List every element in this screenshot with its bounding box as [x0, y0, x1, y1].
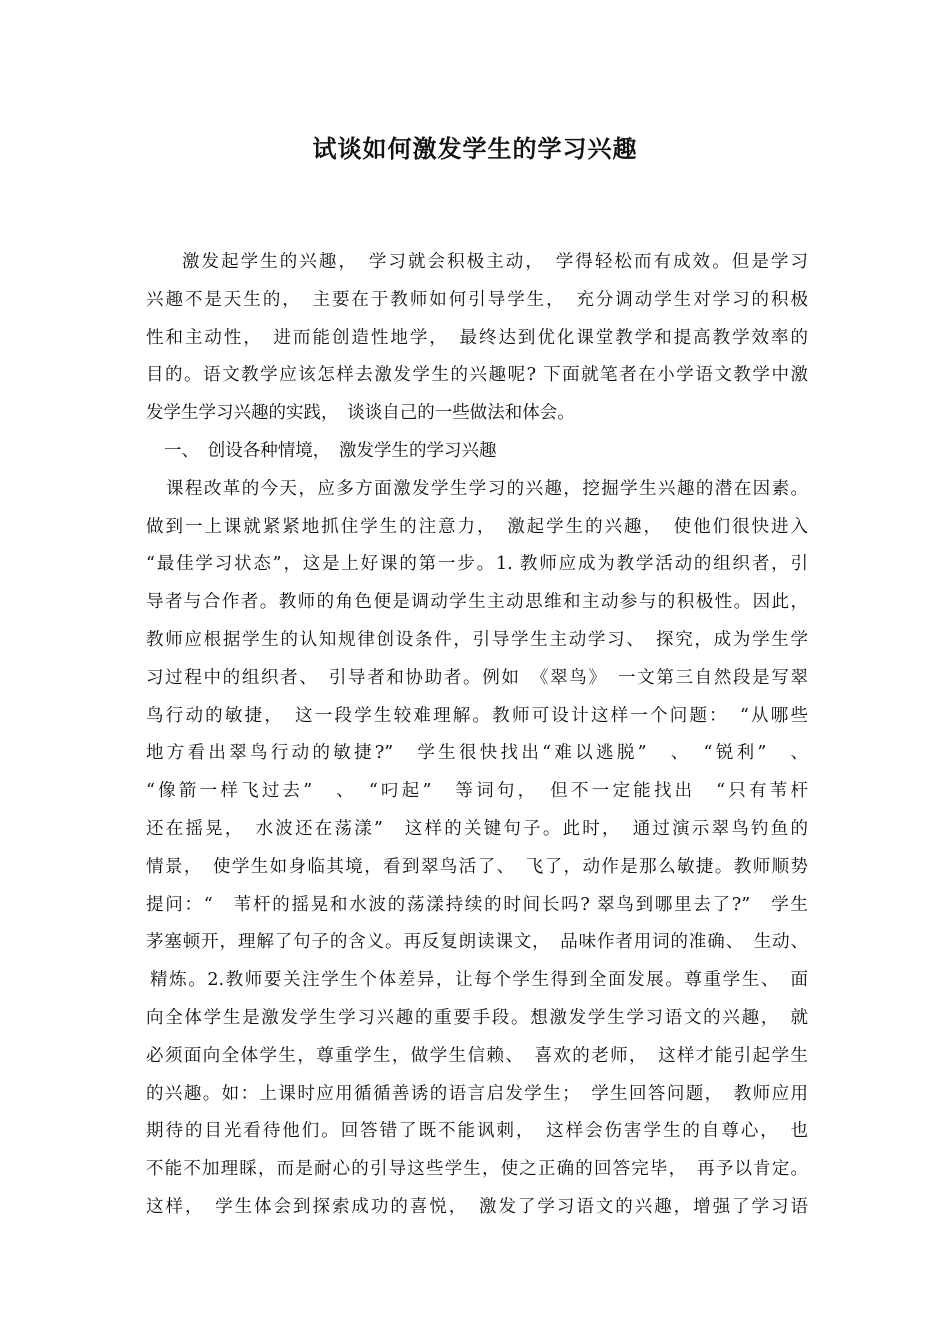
- paragraph-line: 期待的目光看待他们。回答错了既不能讽刺， 这样会伤害学生的自尊心， 也: [146, 1121, 808, 1142]
- paragraph-line: 不能不加理睬，而是耐心的引导这些学生，使之正确的回答完毕， 再予以肯定。: [146, 1159, 808, 1180]
- document-body: [146, 244, 808, 1227]
- paragraph-line: 性和主动性， 进而能创造性地学， 最终达到优化课堂教学和提高教学效率的: [146, 327, 808, 348]
- paragraph-line: 激发起学生的兴趣， 学习就会积极主动， 学得轻松而有成效。但是学习: [182, 252, 808, 272]
- paragraph-line: 茅塞顿开，理解了句子的含义。再反复朗读课文， 品味作者用词的准确、 生动、: [146, 932, 808, 953]
- paragraph-line: “像箭一样飞过去” 、 “叼起” 等词句， 但不一定能找出 “只有苇杆: [146, 781, 808, 802]
- paragraph-line: 发学生学习兴趣的实践， 谈谈自己的一些做法和体会。: [146, 403, 575, 424]
- paragraph-line: 地方看出翠鸟行动的敏捷?” 学生很快找出“难以逃脱” 、 “锐利” 、: [146, 743, 808, 764]
- paragraph-line: 习过程中的组织者、 引导者和协助者。例如 《翠鸟》 一文第三自然段是写翠: [146, 667, 808, 688]
- section-heading: 一、 创设各种情境， 激发学生的学习兴趣: [164, 440, 497, 461]
- paragraph-line: 必须面向全体学生，尊重学生，做学生信赖、 喜欢的老师， 这样才能引起学生: [146, 1045, 808, 1066]
- paragraph-line: 教师应根据学生的认知规律创设条件，引导学生主动学习、 探究，成为学生学: [146, 629, 808, 650]
- paragraph-line: 的兴趣。如：上课时应用循循善诱的语言启发学生； 学生回答问题， 教师应用: [146, 1083, 808, 1104]
- paragraph-line: 目的。语文教学应该怎样去激发学生的兴趣呢? 下面就笔者在小学语文教学中激: [146, 365, 808, 386]
- paragraph-line: 精炼。2.教师要关注学生个体差异，让每个学生得到全面发展。尊重学生、 面: [150, 970, 808, 991]
- paragraph-line: 情景， 使学生如身临其境，看到翠鸟活了、 飞了，动作是那么敏捷。教师顺势: [146, 856, 808, 877]
- paragraph-line: 提问：“ 苇杆的摇晃和水波的荡漾持续的时间长吗? 翠鸟到哪里去了?” 学生: [146, 894, 808, 915]
- paragraph-line: “最佳学习状态”，这是上好课的第一步。1. 教师应成为教学活动的组织者，引: [146, 554, 808, 575]
- paragraph-line: 做到一上课就紧紧地抓住学生的注意力， 激起学生的兴趣， 使他们很快进入: [146, 516, 808, 537]
- paragraph-line: 这样， 学生体会到探索成功的喜悦， 激发了学习语文的兴趣，增强了学习语: [146, 1196, 808, 1217]
- document-title: 试谈如何激发学生的学习兴趣: [312, 134, 638, 163]
- paragraph-line: 鸟行动的敏捷， 这一段学生较难理解。教师可设计这样一个问题： “从哪些: [146, 705, 808, 726]
- paragraph-line: 还在摇晃， 水波还在荡漾” 这样的关键句子。此时， 通过演示翠鸟钓鱼的: [146, 818, 808, 839]
- paragraph-line: 导者与合作者。教师的角色便是调动学生主动思维和主动参与的积极性。因此，: [146, 592, 808, 613]
- paragraph-line: 兴趣不是天生的， 主要在于教师如何引导学生， 充分调动学生对学习的积极: [146, 289, 808, 310]
- paragraph-line: 向全体学生是激发学生学习兴趣的重要手段。想激发学生学习语文的兴趣， 就: [146, 1007, 808, 1028]
- paragraph-line: 课程改革的今天，应多方面激发学生学习的兴趣，挖掘学生兴趣的潜在因素。: [166, 478, 808, 499]
